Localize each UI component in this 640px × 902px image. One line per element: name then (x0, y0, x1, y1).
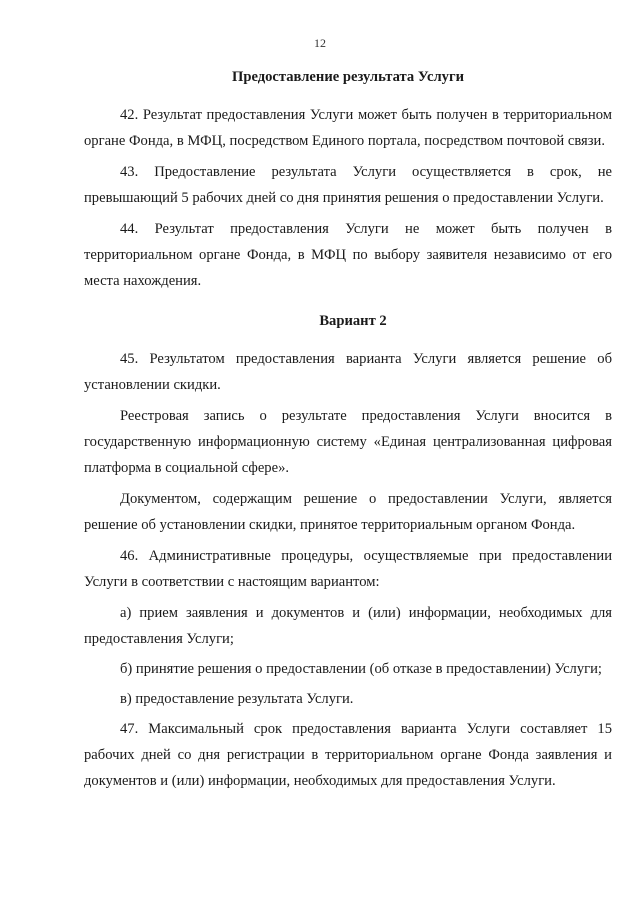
list-item-a: а) прием заявления и документов и (или) информации, необходимых для предоставления Услуги; (84, 605, 612, 647)
section-heading-variant-2: Вариант 2 (319, 313, 387, 329)
list-item-b: б) принятие решения о предоставлении (об отказе в предоставлении) Услуги; (120, 661, 602, 677)
paragraph-decision-document: Документом, содержащим решение о предоставлении Услуги, является решение об установлении скидки, принятое территориальным органом Фонда. (84, 491, 612, 533)
paragraph-registry-record: Реестровая запись о результате предоставления Услуги вносится в государственную информационную систему «Единая централизованная цифровая платформа в социальной сфере». (84, 408, 612, 476)
paragraph-47: 47. Максимальный срок предоставления варианта Услуги составляет 15 рабочих дней со дня регистрации в территориальном органе Фонда заявления и документов и (или) информации, необходимых для предоставления Услуги. (84, 721, 612, 789)
paragraph-46: 46. Административные процедуры, осуществляемые при предоставлении Услуги в соответствии с настоящим вариантом: (84, 548, 612, 590)
paragraph-44: 44. Результат предоставления Услуги не может быть получен в территориальном органе Фонда, в МФЦ по выбору заявителя независимо от его места нахождения. (84, 221, 612, 289)
list-item-c: в) предоставление результата Услуги. (120, 691, 354, 707)
page-number: 12 (314, 36, 326, 50)
paragraph-42: 42. Результат предоставления Услуги может быть получен в территориальном органе Фонда, в МФЦ, посредством Единого портала, посредством почтовой связи. (84, 107, 612, 149)
page-content (84, 64, 612, 799)
section-heading-result: Предоставление результата Услуги (232, 69, 464, 85)
paragraph-45: 45. Результатом предоставления варианта Услуги является решение об установлении скидки. (84, 351, 612, 393)
paragraph-43: 43. Предоставление результата Услуги осуществляется в срок, не превышающий 5 рабочих дней со дня принятия решения о предоставлении Услуги. (84, 164, 612, 206)
